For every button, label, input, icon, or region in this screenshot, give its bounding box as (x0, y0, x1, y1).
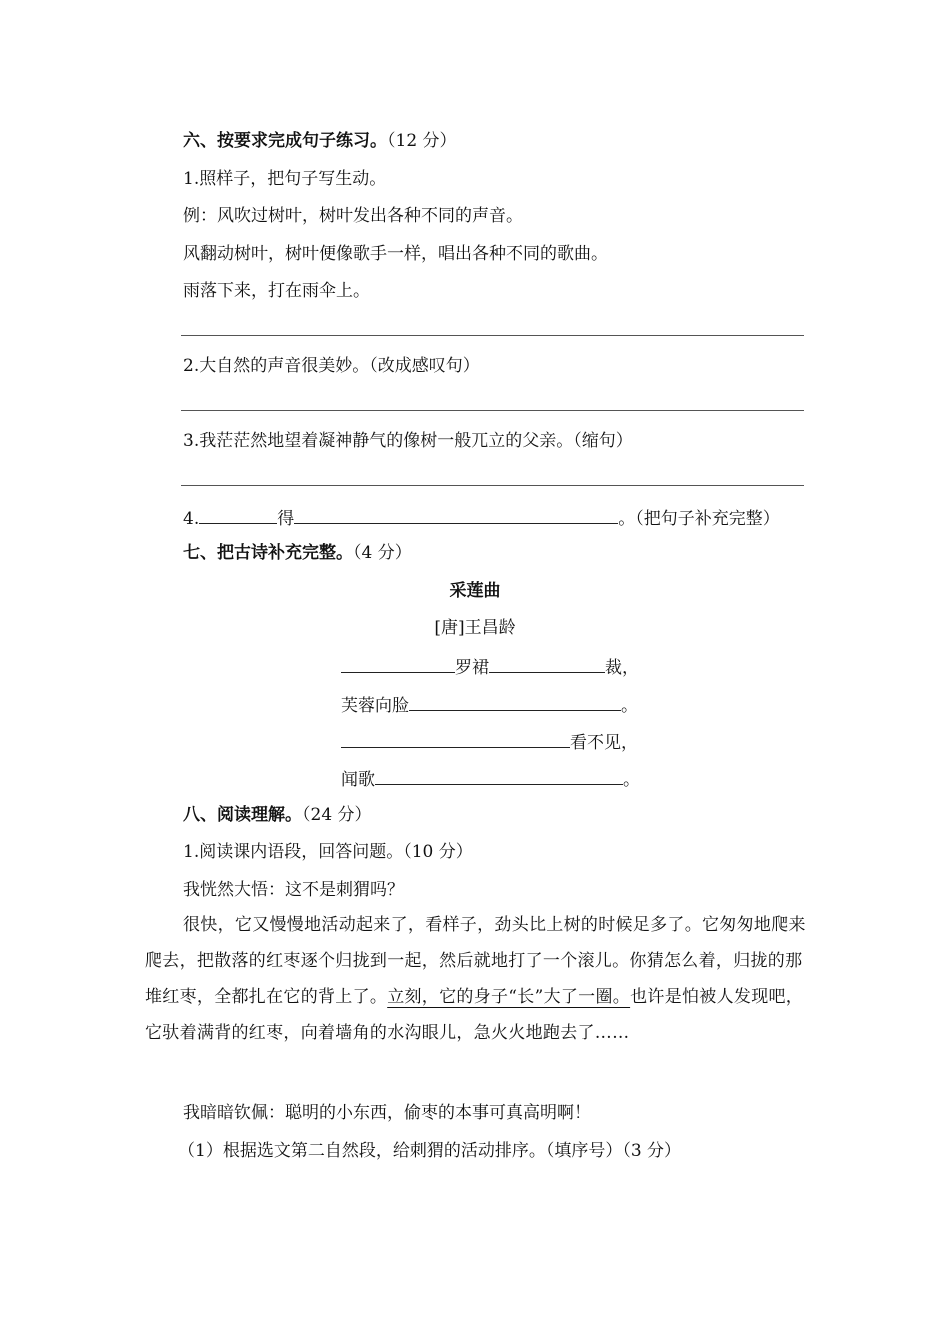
poem-line-4-text-a: 闻歌 (341, 770, 375, 790)
q6-4-number: 4. (183, 509, 200, 529)
q8-1-sub-1: （1）根据选文第二自然段，给刺猬的活动排序。（填序号）（3 分） (178, 1141, 682, 1161)
q6-3-prompt: 3.我茫茫然地望着凝神静气的像树一般兀立的父亲。（缩句） (183, 431, 633, 451)
poem-line-1 (341, 654, 639, 679)
q6-4-blank-2[interactable] (294, 505, 618, 524)
poem-line-1-text-b: 裁， (605, 658, 639, 678)
poem-line-2-text-a: 芙蓉向脸 (341, 696, 409, 716)
poem-blank-4[interactable] (375, 766, 623, 785)
q6-1-example-b: 风翻动树叶，树叶便像歌手一样，唱出各种不同的歌曲。 (183, 244, 608, 264)
section-6-score: （12 分） (387, 131, 457, 151)
section-8-title: 八、阅读理解。 (183, 805, 302, 825)
passage-paragraph-1: 我恍然大悟：这不是刺猬吗？ (183, 880, 404, 900)
poem-line-2 (341, 692, 638, 717)
q6-4-end: 。（把句子补充完整） (618, 509, 780, 529)
poem-line-3 (341, 729, 638, 754)
answer-line-q6-3[interactable] (181, 485, 804, 486)
section-7-title: 七、把古诗补充完整。 (183, 543, 353, 563)
q6-1-example-a: 例：风吹过树叶，树叶发出各种不同的声音。 (183, 206, 523, 226)
passage-paragraph-2 (145, 907, 807, 1051)
poem-line-4-text-b: 。 (623, 770, 640, 790)
poem-blank-3[interactable] (341, 729, 570, 748)
passage-paragraph-2-part-a: 很快，它又慢慢地活动起来了，看样子，劲头比上树的时候足多了。它匆匆地爬来爬去，把散落的红枣逐个归拢到一起，然后就地打了一个滚儿。你猜怎么着，归拢的那堆红枣，全都扎在它的背上了。 (145, 915, 806, 1007)
poem-line-4 (341, 766, 640, 791)
poem-blank-1a[interactable] (341, 654, 455, 673)
q6-2-prompt: 2.大自然的声音很美妙。（改成感叹句） (183, 356, 480, 376)
section-6-title: 六、按要求完成句子练习。 (183, 131, 387, 151)
poem-line-2-text-b: 。 (621, 696, 638, 716)
poem-title: 采莲曲 (449, 581, 501, 601)
q6-1-prompt: 1.照样子，把句子写生动。 (183, 169, 387, 189)
answer-line-q6-1[interactable] (181, 335, 804, 336)
poem-author: [唐]王昌龄 (434, 618, 516, 638)
answer-line-q6-2[interactable] (181, 410, 804, 411)
q6-4-mid: 得 (277, 509, 295, 529)
q8-1-prompt: 1.阅读课内语段，回答问题。（10 分） (183, 842, 473, 862)
section-7-heading (183, 542, 412, 564)
section-6-heading (183, 130, 457, 152)
section-8-heading (183, 804, 372, 826)
section-8-score: （24 分） (302, 805, 372, 825)
passage-paragraph-3: 我暗暗钦佩：聪明的小东西，偷枣的本事可真高明啊！ (183, 1103, 591, 1123)
passage-underlined-sentence: 立刻，它的身子“长”大了一圈。 (387, 987, 631, 1007)
poem-blank-2[interactable] (409, 692, 621, 711)
q6-4-blank-1[interactable] (199, 505, 277, 524)
poem-line-3-text: 看不见， (570, 733, 638, 753)
passage-paragraph-2-part-b: 也许是怕被人发现吧，它驮着满背的红枣，向着墙角的水沟眼儿，急火火地跑去了…… (145, 987, 804, 1043)
poem-line-1-text-a: 罗裙 (455, 658, 489, 678)
section-7-score: （4 分） (353, 543, 412, 563)
q6-4-prompt (183, 505, 780, 530)
poem-blank-1b[interactable] (489, 654, 605, 673)
q6-1-sentence: 雨落下来，打在雨伞上。 (183, 281, 370, 301)
